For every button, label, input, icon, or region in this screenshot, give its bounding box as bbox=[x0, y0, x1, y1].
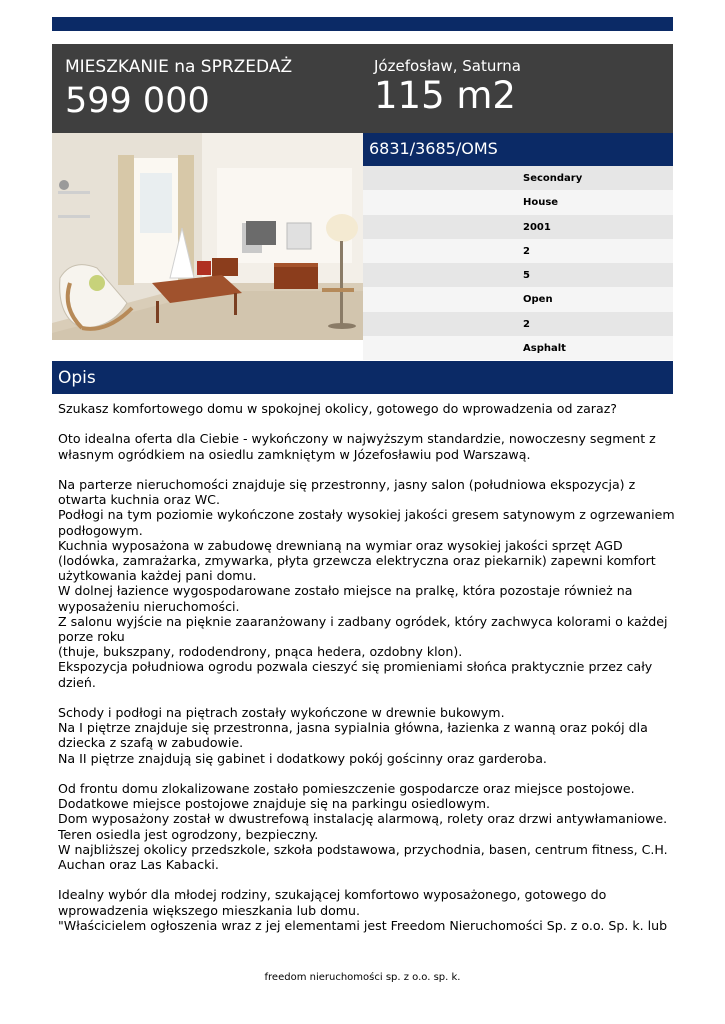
listing-header bbox=[52, 44, 673, 133]
details-list bbox=[363, 166, 673, 360]
detail-value: Open bbox=[523, 294, 553, 306]
description-line bbox=[58, 872, 668, 887]
description-line: Schody i podłogi na piętrach zostały wykończone w drewnie bukowym. bbox=[58, 705, 505, 721]
reference-number: 6831/3685/OMS bbox=[369, 139, 498, 158]
description-line bbox=[58, 462, 668, 477]
listing-location: Józefosław, Saturna bbox=[374, 57, 521, 75]
description-line: (lodówka, zamrażarka, zmywarka, płyta grzewcza elektryczna oraz piekarnik) zapewni komfort bbox=[58, 553, 656, 568]
description-line: Z salonu wyjście na pięknie zaaranżowany i zadbany ogródek, który zachwyca kolorami o każdej bbox=[58, 613, 668, 629]
description-line: W najbliższej okolicy przedszkole, szkoła podstawowa, przychodnia, basen, centrum fitness, C.H. bbox=[58, 841, 668, 857]
description-line: Szukasz komfortowego domu w spokojnej okolicy, gotowego do wprowadzenia od zaraz? bbox=[58, 401, 617, 416]
description-line: (thuje, bukszpany, rododendrony, pnąca hedera, ozdobny klon). bbox=[58, 644, 463, 660]
detail-value: Asphalt bbox=[523, 342, 566, 354]
footer-company: freedom nieruchomości sp. z o.o. sp. k. bbox=[264, 972, 461, 983]
description-line: W dolnej łazience wygospodarowane zostało miejsce na pralkę, która pozostaje również na bbox=[58, 583, 633, 599]
description-line: wyposażeniu nieruchomości. bbox=[58, 598, 240, 614]
reference-bar bbox=[363, 133, 673, 166]
detail-value: House bbox=[523, 197, 559, 209]
detail-row bbox=[363, 166, 673, 190]
detail-row bbox=[363, 336, 673, 360]
description-line: Dodatkowe miejsce postojowe znajduje się na parkingu osiedlowym. bbox=[58, 796, 490, 812]
description-line bbox=[58, 766, 668, 781]
description-line: Dom wyposażony został w dwustrefową instalację alarmową, rolety oraz drzwi antywłamaniowe. bbox=[58, 811, 668, 827]
description-line: porze roku bbox=[58, 629, 125, 645]
description-line: podłogowym. bbox=[58, 522, 143, 538]
description-line: "Właścicielem ogłoszenia wraz z jej elementami jest Freedom Nieruchomości Sp. z o.o. Sp. k. lub bbox=[58, 917, 668, 933]
detail-value: 2001 bbox=[523, 221, 551, 233]
description-line: Ekspozycja południowa ogrodu pozwala cieszyć się promieniami słońca praktycznie przez cały bbox=[58, 659, 653, 675]
description-line: Na I piętrze znajduje się przestronna, jasna sypialnia główna, łazienka z wanną oraz pokój dla bbox=[58, 720, 648, 736]
detail-value: 2 bbox=[523, 318, 530, 330]
top-accent-bar bbox=[52, 17, 673, 31]
description-line: Idealny wybór dla młodej rodziny, szukającej komfortowo wyposażonego, gotowego do bbox=[58, 887, 607, 903]
description-line: wprowadzenia większego mieszkania lub domu. bbox=[58, 902, 361, 918]
description-line: Od frontu domu zlokalizowane zostało pomieszczenie gospodarcze oraz miejsce postojowe. bbox=[58, 781, 635, 797]
description-line: dzień. bbox=[58, 674, 96, 690]
listing-area: 115 m2 bbox=[374, 74, 516, 117]
detail-row bbox=[363, 239, 673, 263]
detail-value: 2 bbox=[523, 245, 530, 257]
header-right bbox=[374, 56, 521, 118]
description-line: Teren osiedla jest ogrodzony, bezpieczny. bbox=[58, 826, 319, 842]
detail-value: Secondary bbox=[523, 173, 583, 184]
description-heading: Opis bbox=[58, 368, 96, 388]
description-line: użytkowania każdej pani domu. bbox=[58, 568, 257, 584]
description-line: Na II piętrze znajdują się gabinet i dodatkowy pokój gościnny oraz garderoba. bbox=[58, 750, 547, 766]
description-line: własnym ogródkiem na osiedlu zamkniętym w Józefosławiu pod Warszawą. bbox=[58, 446, 531, 462]
description-line: Na parterze nieruchomości znajduje się przestronny, jasny salon (południowa ekspozycja) z bbox=[58, 476, 636, 492]
description-line bbox=[58, 690, 668, 705]
listing-price: 599 000 bbox=[65, 81, 210, 121]
description-line: Oto idealna oferta dla Ciebie - wykończony w najwyższym standardzie, nowoczesny segment z bbox=[58, 431, 656, 447]
detail-row bbox=[363, 263, 673, 287]
detail-row bbox=[363, 312, 673, 336]
detail-value: 5 bbox=[523, 270, 530, 281]
living-room-illustration bbox=[52, 133, 363, 340]
description-line bbox=[58, 416, 668, 431]
description-heading-bar bbox=[52, 361, 673, 394]
detail-row bbox=[363, 190, 673, 214]
listing-type: MIESZKANIE na SPRZEDAŻ bbox=[65, 57, 293, 77]
header-left bbox=[65, 56, 292, 123]
description-line: Auchan oraz Las Kabacki. bbox=[58, 857, 219, 873]
description-text bbox=[58, 401, 675, 933]
property-photo bbox=[52, 133, 363, 340]
description-line: dziecka z szafą w zabudowie. bbox=[58, 735, 244, 751]
detail-row bbox=[363, 215, 673, 239]
description-line: Kuchnia wyposażona w zabudowę drewnianą na wymiar oraz wysokiej jakości sprzęt AGD bbox=[58, 537, 623, 553]
description-line: Podłogi na tym poziomie wykończone zostały wysokiej jakości gresem satynowym z ogrzewaniem bbox=[58, 507, 675, 523]
description-line: otwarta kuchnia oraz WC. bbox=[58, 492, 220, 508]
detail-row bbox=[363, 287, 673, 311]
